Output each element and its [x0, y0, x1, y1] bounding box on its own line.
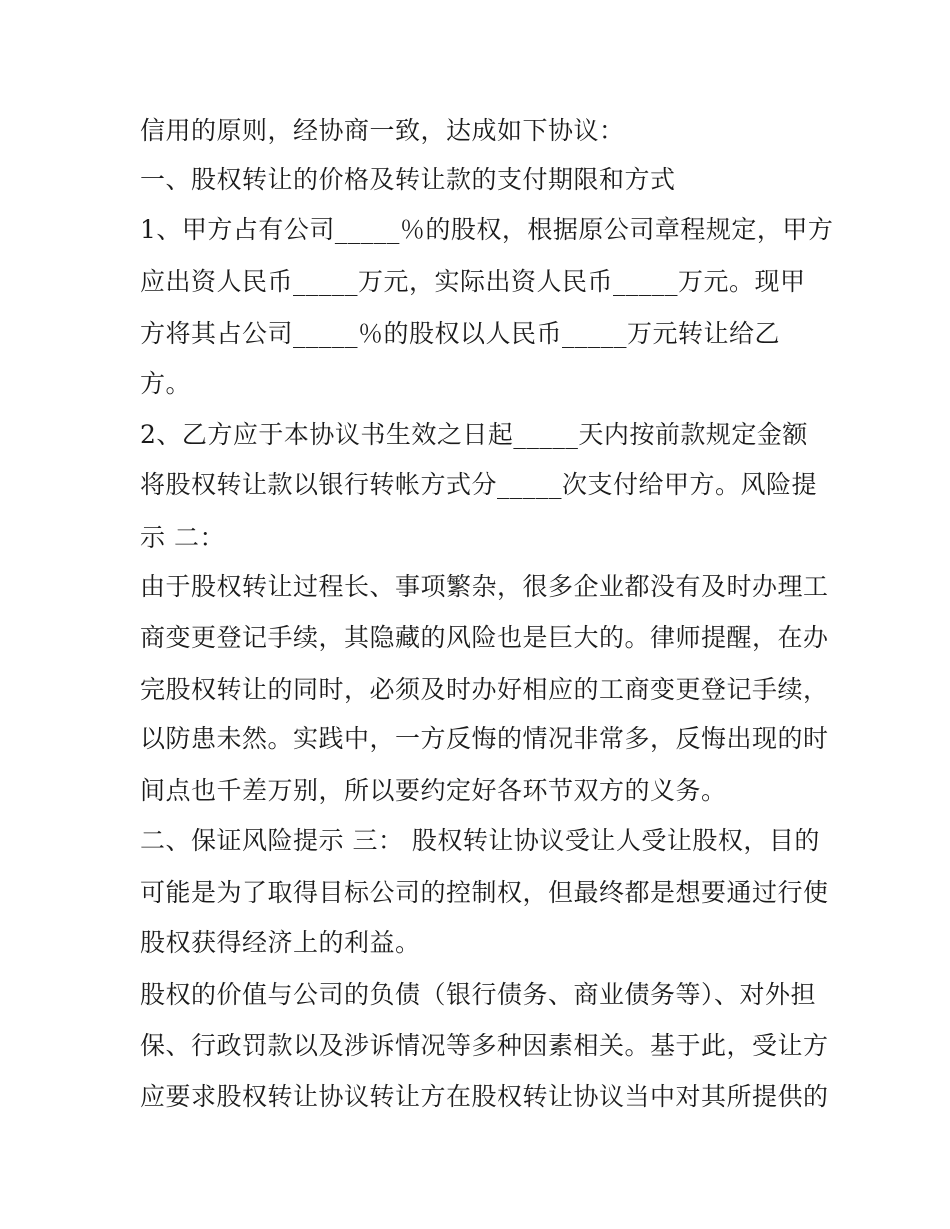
paragraph-line: 将股权转让款以银行转帐方式分_____次支付给甲方。风险提 [140, 470, 818, 499]
paragraph-line: 由于股权转让过程长、事项繁杂，很多企业都没有及时办理工 [140, 572, 829, 601]
paragraph-line: 股权的价值与公司的负债（银行债务、商业债务等）、对外担 [140, 980, 817, 1009]
paragraph-line: 2、乙方应于本协议书生效之日起_____天内按前款规定金额 [140, 420, 808, 449]
section-heading: 二、保证风险提示 三： 股权转让协议受让人受让股权，目的 [140, 826, 820, 855]
paragraph-line: 完股权转让的同时，必须及时办好相应的工商变更登记手续， [140, 675, 829, 704]
paragraph-line: 保、行政罚款以及涉诉情况等多种因素相关。基于此，受让方 [140, 1031, 829, 1060]
paragraph-line: 商变更登记手续，其隐藏的风险也是巨大的。律师提醒，在办 [140, 623, 829, 652]
paragraph-line: 示 二： [140, 523, 225, 552]
paragraph-line: 以防患未然。实践中，一方反悔的情况非常多，反悔出现的时 [140, 724, 829, 753]
paragraph-line: 间点也千差万别，所以要约定好各环节双方的义务。 [140, 776, 727, 805]
paragraph-line: 股权获得经济上的利益。 [140, 928, 421, 957]
paragraph-line: 应出资人民币_____万元，实际出资人民币_____万元。现甲 [140, 267, 806, 296]
paragraph-line: 方将其占公司_____％的股权以人民币_____万元转让给乙 [140, 319, 781, 348]
section-heading: 一、股权转让的价格及转让款的支付期限和方式 [140, 165, 676, 194]
paragraph-line: 方。 [140, 369, 192, 398]
paragraph-line: 1、甲方占有公司_____％的股权，根据原公司章程规定，甲方 [140, 215, 834, 244]
paragraph-line: 可能是为了取得目标公司的控制权，但最终都是想要通过行使 [140, 878, 829, 907]
paragraph-line: 信用的原则，经协商一致，达成如下协议： [140, 116, 625, 145]
paragraph-line: 应要求股权转让协议转让方在股权转让协议当中对其所提供的 [140, 1082, 829, 1111]
